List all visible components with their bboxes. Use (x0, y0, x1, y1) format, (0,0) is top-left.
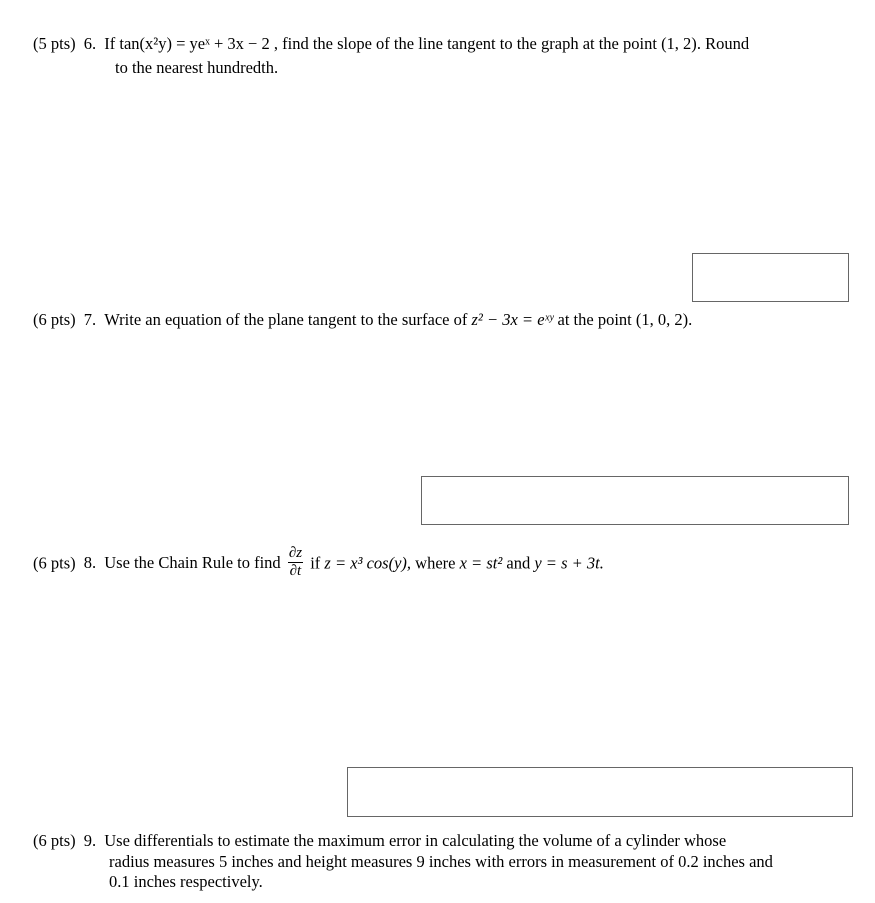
problem-8-y-definition: y = s + 3t. (534, 553, 604, 573)
problem-6-number: 6. (83, 34, 97, 53)
problem-6-text-b: , find the slope of the line tangent to the graph at the point (269, 34, 662, 53)
problem-9 (33, 831, 726, 851)
problem-6-text-a: If (104, 34, 120, 53)
problem-9-line-2: radius measures 5 inches and height measures 9 inches with errors in measurement of 0.2 inches and (109, 852, 773, 871)
problem-6 (33, 34, 749, 54)
fraction-denominator: ∂t (289, 563, 302, 579)
problem-7-number: 7. (83, 310, 97, 329)
problem-6-text-c: . Round (696, 34, 750, 53)
problem-7 (33, 310, 692, 330)
answer-box-7[interactable] (421, 476, 849, 525)
problem-8-x-definition: x = st² (459, 553, 503, 573)
problem-6-equation: tan(x²y) = yeˣ + 3x − 2 (119, 34, 270, 53)
problem-9-line-1: Use differentials to estimate the maximum error in calculating the volume of a cylinder whose (104, 831, 727, 850)
answer-box-8[interactable] (347, 767, 853, 817)
problem-6-points: (5 pts) (33, 34, 76, 53)
problem-9-number: 9. (83, 831, 97, 850)
problem-7-points: (6 pts) (33, 310, 76, 329)
answer-box-6[interactable] (692, 253, 849, 302)
problem-8-points: (6 pts) (33, 553, 76, 573)
problem-7-equation: z² − 3x = eˣʸ (471, 310, 554, 329)
fraction-numerator: ∂z (288, 545, 303, 561)
problem-9-line-3: 0.1 inches respectively. (109, 872, 263, 891)
problem-6-point: (1, 2) (661, 34, 697, 53)
problem-8 (33, 545, 604, 581)
problem-6-line-2: to the nearest hundredth. (115, 58, 279, 77)
problem-8-text-c: where (411, 553, 460, 573)
partial-derivative-fraction (288, 546, 303, 579)
problem-9-points: (6 pts) (33, 831, 76, 850)
problem-8-number: 8. (83, 553, 97, 573)
problem-8-text-a: Use the Chain Rule to find (104, 553, 285, 573)
problem-8-text-b: if (306, 553, 325, 573)
problem-8-z-definition: z = x³ cos(y), (324, 553, 412, 573)
problem-7-text-a: Write an equation of the plane tangent to the surface of (104, 310, 472, 329)
problem-7-text-b: at the point (1, 0, 2). (553, 310, 693, 329)
problem-8-text-d: and (502, 553, 535, 573)
